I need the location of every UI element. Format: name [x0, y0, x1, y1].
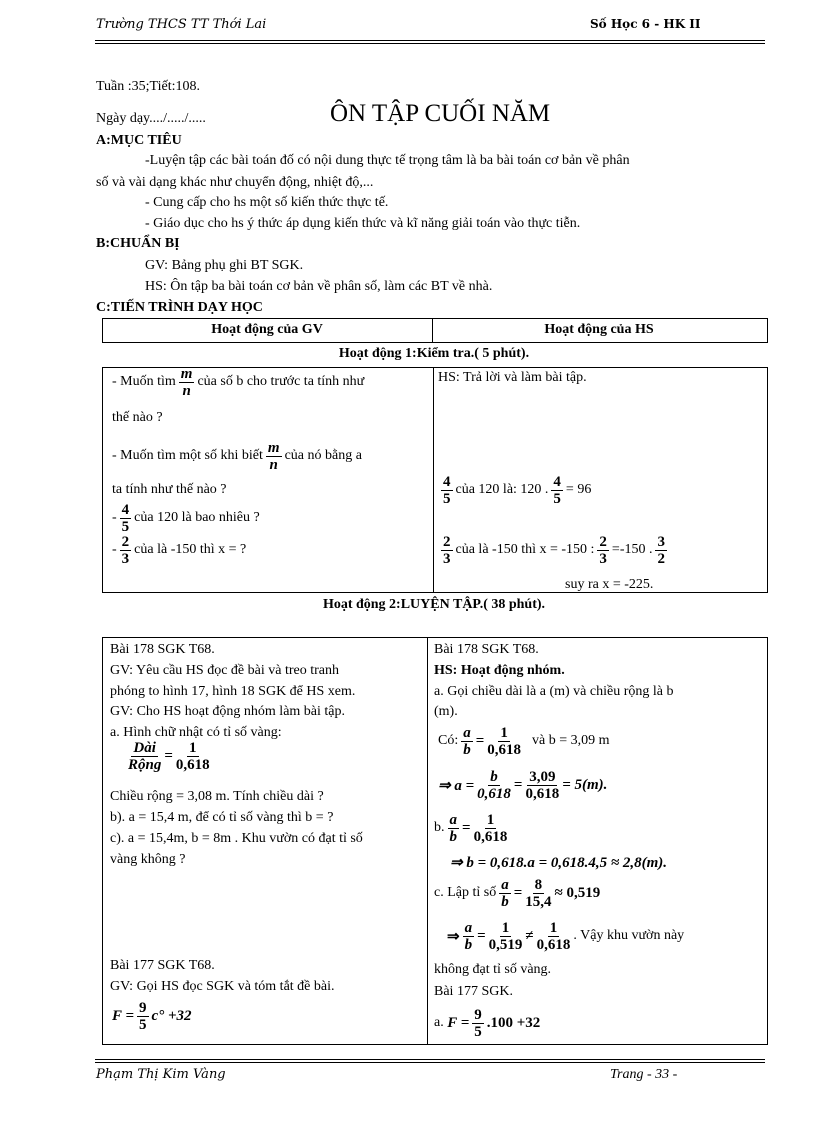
header-subject: Số Học 6 - HK II — [590, 17, 701, 31]
section-c-heading: C:TIẾN TRÌNH DẠY HỌC — [96, 300, 263, 315]
objective-line: - Giáo dục cho hs ý thức áp dụng kiến thức và kĩ năng giải toán vào thực tiễn. — [145, 216, 581, 231]
hs-line: HS: Hoạt động nhóm. — [434, 663, 565, 678]
hs-formula: a. F = $\frac{9}{5}$ .100 +32 — [434, 1006, 541, 1040]
hs-column-header: Hoạt động của HS — [544, 322, 654, 337]
gv-line: c). a = 15,4m, b = 8m . Khu vườn có đạt tỉ số — [110, 831, 363, 846]
page-title: ÔN TẬP CUỐI NĂM — [330, 100, 551, 127]
hs-formula: Có: $\frac{a}{b}$ = $\frac{1}{0,618}$ và b = 3,09 m — [438, 724, 610, 758]
hs-line: a. Gọi chiều dài là a (m) và chiều rộng là b — [434, 684, 674, 699]
answer-line: 4 5 của 120 là: 120 . $\frac{4}{5}$ = 96 — [443, 473, 592, 507]
answer-line: suy ra x = -225. — [565, 577, 654, 592]
section-b-heading: B:CHUẨN BỊ — [96, 236, 180, 251]
prep-line: HS: Ôn tập ba bài toán cơ bản về phân số, làm các BT về nhà. — [145, 279, 493, 294]
hs-formula: ⇒ b = 0,618.a = 0,618.4,5 ≈ 2,8(m). — [450, 854, 668, 871]
hs-formula: c. Lập tỉ số $\frac{a}{b}$ = $\frac{8}{15,4}$ ≈ 0,519 — [434, 876, 601, 910]
gv-line: GV: Cho HS hoạt động nhóm làm bài tập. — [110, 704, 345, 719]
footer-author: Phạm Thị Kim Vàng — [96, 1067, 226, 1082]
header-school: Trường THCS TT Thới Lai — [96, 17, 267, 32]
question-line: ta tính như thế nào ? — [112, 482, 227, 497]
objective-line: - Cung cấp cho hs một số kiến thức thực tế. — [145, 195, 389, 210]
question-line: - 4 5 của 120 là bao nhiêu ? — [112, 501, 260, 535]
answer-line: HS: Trả lời và làm bài tập. — [438, 370, 587, 385]
hs-line: (m). — [434, 704, 458, 719]
gv-line: phóng to hình 17, hình 18 SGK để HS xem. — [110, 684, 356, 699]
question-line: - Muốn tìm m n của số b cho trước ta tính như — [112, 365, 365, 399]
week-lesson: Tuần :35;Tiết:108. — [96, 79, 200, 94]
header-rule — [95, 40, 765, 44]
gv-column-header: Hoạt động của GV — [211, 322, 323, 337]
hs-formula: ⇒ $\frac{a}{b}$ = $\frac{1}{0,519}$ ≠ 1 0,618 . Vậy khu vườn này — [447, 919, 685, 953]
question-line: - Muốn tìm một số khi biết m n của nó bằng a — [112, 439, 362, 473]
prep-line: GV: Bảng phụ ghi BT SGK. — [145, 258, 304, 273]
gv-line: GV: Gọi HS đọc SGK và tóm tắt đề bài. — [110, 979, 335, 994]
gv-line: b). a = 15,4 m, để có tỉ số vàng thì b = ? — [110, 810, 334, 825]
question-line: - 2 3 của là -150 thì x = ? — [112, 533, 247, 567]
footer-page-number: Trang - 33 - — [610, 1067, 678, 1082]
column-divider — [427, 637, 428, 1044]
gv-line: a. Hình chữ nhật có tỉ số vàng: — [110, 725, 282, 740]
hs-line: không đạt tỉ số vàng. — [434, 962, 552, 977]
exercise-heading: Bài 177 SGK. — [434, 984, 513, 999]
gv-line: vàng không ? — [110, 852, 186, 867]
fahrenheit-formula: F = $\frac{9}{5}$ c° +32 — [112, 999, 192, 1033]
column-divider — [433, 367, 434, 592]
gv-line: GV: Yêu cầu HS đọc đề bài và treo tranh — [110, 663, 339, 678]
exercise-heading: Bài 178 SGK T68. — [434, 642, 539, 657]
objective-line: -Luyện tập các bài toán đố có nội dung thực tế trọng tâm là ba bài toán cơ bản về phân — [145, 153, 630, 168]
section-a-heading: A:MỤC TIÊU — [96, 133, 182, 148]
teaching-date: Ngày dạy..../...../..... — [96, 111, 206, 126]
activity2-title: Hoạt động 2:LUYỆN TẬP.( 38 phút). — [322, 597, 546, 612]
objective-line: số và vài dạng khác như chuyển động, nhiệt độ,... — [96, 175, 374, 190]
gv-line: Chiều rộng = 3,08 m. Tính chiều dài ? — [110, 789, 324, 804]
golden-ratio-formula: Dài Rộng = $\frac{1}{0,618}$ — [128, 739, 210, 773]
hs-formula: ⇒ a = $\frac{b}{0,618}$ = $\frac{3,09}{0,618}$ = 5(m). — [438, 768, 608, 802]
answer-line: 2 3 của là -150 thì x = -150 : $\frac{2}{3}$ =-150 . 3 2 — [443, 533, 665, 567]
activity1-title: Hoạt động 1:Kiểm tra.( 5 phút). — [338, 346, 530, 361]
exercise-heading: Bài 177 SGK T68. — [110, 958, 215, 973]
exercise-heading: Bài 178 SGK T68. — [110, 642, 215, 657]
footer-rule — [95, 1059, 765, 1063]
hs-formula: b. $\frac{a}{b}$ = $\frac{1}{0,618}$ — [434, 811, 508, 845]
question-line: thế nào ? — [112, 410, 163, 425]
